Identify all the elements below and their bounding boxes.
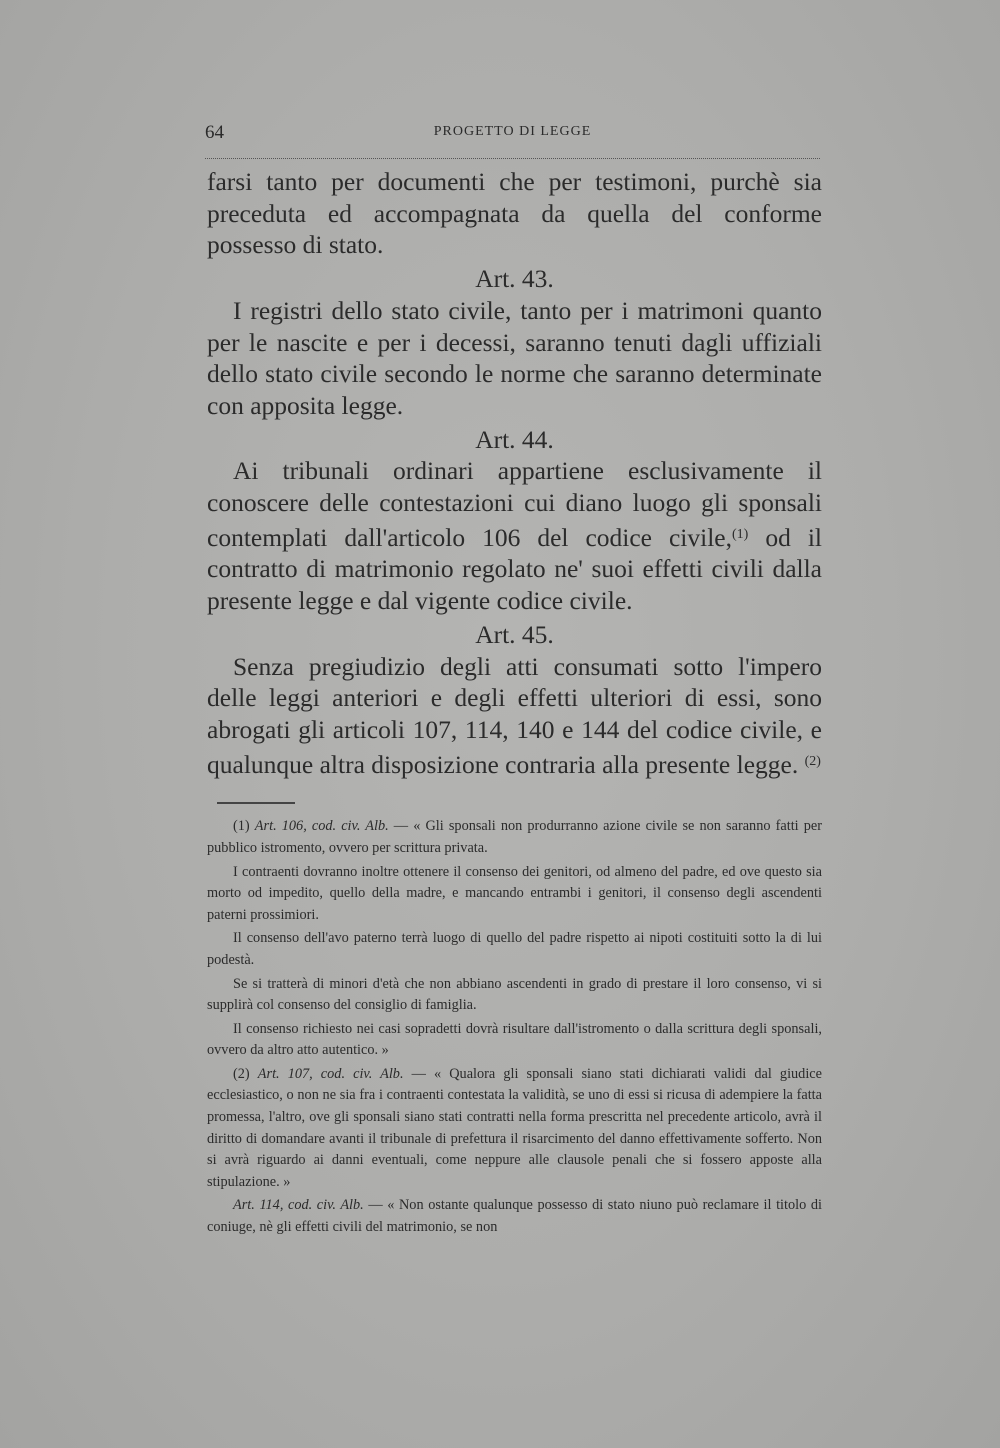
footnote-divider (217, 802, 295, 804)
footnote-2 (207, 1064, 822, 1194)
article-44-text-b: od il contratto di matrimonio regolato ne' suoi effetti civili dalla presente legge e dal vigente codice civile. (207, 522, 822, 616)
footnote-2-continuation (207, 1195, 822, 1238)
footnotes (207, 816, 822, 1238)
article-43-heading: Art. 43. (475, 264, 554, 294)
footnote-ref-2: (2) (804, 753, 821, 769)
footnote-ref-1: (1) (732, 526, 749, 542)
running-title: PROGETTO DI LEGGE (433, 124, 592, 139)
page-header (205, 118, 820, 159)
article-45-text-a: Senza pregiudizio degli atti consumati sotto l'impero delle leggi anteriori e degli effetti ulteriori di essi, sono abrogati gli articoli 107, 114, 140 e 144 del codice civile, e qualunque altra disposizione contraria alla presente legge. (207, 651, 822, 779)
footnote-1-text: — « Gli sponsali non produrranno azione civile se non saranno fatti per pubblico istromento, ovvero per scrittura privata. (207, 818, 823, 856)
article-44-text (207, 455, 822, 617)
footnote-1-citation: Art. 106, cod. civ. Alb. (254, 818, 389, 835)
footnote-2b-text: — « Non ostante qualunque possesso di stato niuno può reclamare il titolo di coniuge, nè gli effetti civili del matrimonio, se non (207, 1197, 822, 1236)
footnote-2b-citation: Art. 114, cod. civ. Alb. (233, 1197, 364, 1214)
article-43-text: I registri dello stato civile, tanto per i matrimoni quanto per le nascite e per i decessi, saranno tenuti dagli uffiziali dello stato civile secondo le norme che saranno determinate con apposita legge. (207, 295, 822, 420)
footnote-1-paragraph-2: I contraenti dovranno inoltre ottenere il consenso dei genitori, od almeno del padre, ed ove questo sia morto od impedito, quello della madre, e mancando entrambi i genitori, il consenso degli ascendenti paterni prossimiori. (207, 863, 822, 923)
footnote-2-marker: (2) (233, 1065, 258, 1082)
continued-paragraph: farsi tanto per documenti che per testimoni, purchè sia preceduta ed accompagnata da quella del conforme possesso di stato. (207, 167, 822, 260)
page-number: 64 (205, 122, 224, 143)
article-45-heading: Art. 45. (475, 619, 554, 649)
article-44-text-a: Ai tribunali ordinari appartiene esclusivamente il conoscere delle contestazioni cui diano luogo gli sponsali contemplati dall'articolo 106 del codice civile, (207, 456, 822, 552)
footnote-2-text: — « Qualora gli sponsali siano stati dichiarati validi dal giudice ecclesiastico, o non ne sia fra i contraenti contestata la validità, se uno di essi si ricusa di adempiere la fatta promessa, l'altro, ove gli sponsali siano stati contratti nella forma prescritta nel precedente articolo, avrà il diritto di domandare avanti il tribunale di prefettura il risarcimento del danno effettivamente sofferto. Non si avrà riguardo ai danni eventuali, come neppure alle clausole penali che si fossero apposte alla stipulazione. » (207, 1065, 822, 1190)
footnote-1-paragraph-5: Il consenso richiesto nei casi sopradetti dovrà risultare dall'istromento o dalla scrittura degli sponsali, ovvero da altro atto autentico. » (207, 1020, 822, 1059)
article-44-heading: Art. 44. (475, 424, 554, 454)
main-text (207, 166, 822, 1241)
footnote-1 (207, 816, 822, 859)
footnote-1-marker: (1) (233, 818, 255, 835)
footnote-2-citation: Art. 107, cod. civ. Alb. (257, 1065, 404, 1082)
article-45-text (207, 651, 822, 781)
footnote-1-paragraph-3: Il consenso dell'avo paterno terrà luogo di quello del padre rispetto ai nipoti costituiti sotto la di lui podestà. (207, 930, 822, 968)
footnote-1-paragraph-4: Se si tratterà di minori d'età che non abbiano ascendenti in grado di prestare il loro consenso, vi si supplirà col consenso del consiglio di famiglia. (207, 975, 822, 1014)
